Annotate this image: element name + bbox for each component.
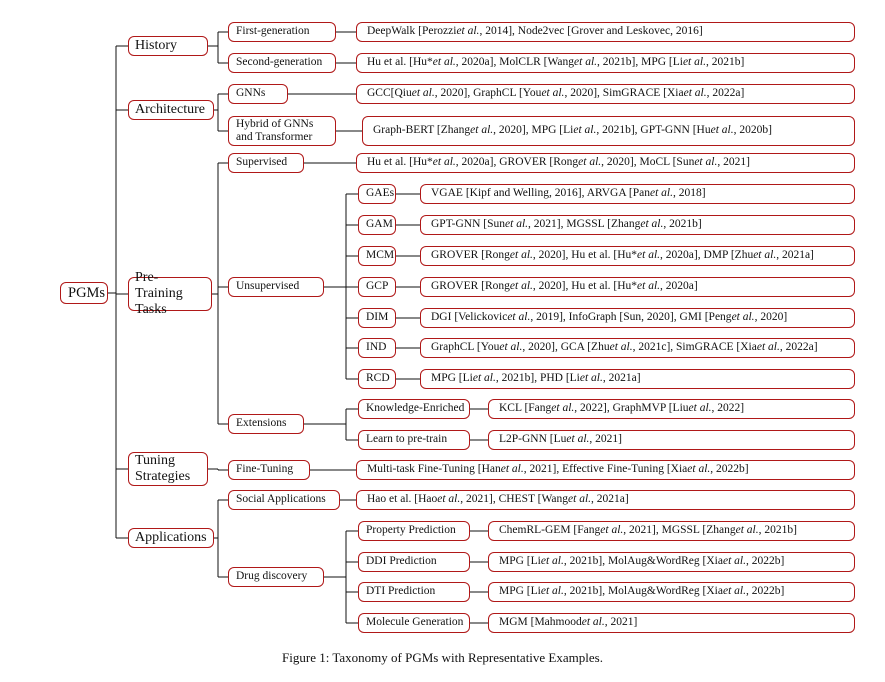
node-gaes: GAEs bbox=[358, 184, 396, 204]
branch-tuning-strategies: Tuning Strategies bbox=[128, 452, 208, 486]
node-gam: GAM bbox=[358, 215, 396, 235]
examples-property-prediction: ChemRL-GEM [Fang et al. , 2021], MGSSL [Zhang et al. , 2021b] bbox=[488, 521, 855, 541]
node-gnns: GNNs bbox=[228, 84, 288, 104]
node-social-applications: Social Applications bbox=[228, 490, 340, 510]
node-extensions: Extensions bbox=[228, 414, 304, 434]
node-first-generation: First-generation bbox=[228, 22, 336, 42]
node-mcm: MCM bbox=[358, 246, 396, 266]
node-second-generation: Second-generation bbox=[228, 53, 336, 73]
examples-rcd: MPG [Li et al. , 2021b], PHD [Li et al. , 2021a] bbox=[420, 369, 855, 389]
node-property-prediction: Property Prediction bbox=[358, 521, 470, 541]
examples-social-applications: Hao et al. [Hao et al. , 2021], CHEST [Wang et al. , 2021a] bbox=[356, 490, 855, 510]
examples-first-generation: DeepWalk [Perozzi et al. , 2014], Node2vec [Grover and Leskovec, 2016] bbox=[356, 22, 855, 42]
node-ddi-prediction: DDI Prediction bbox=[358, 552, 470, 572]
branch-architecture: Architecture bbox=[128, 100, 214, 120]
examples-gam: GPT-GNN [Sun et al. , 2021], MGSSL [Zhang et al. , 2021b] bbox=[420, 215, 855, 235]
examples-mcm: GROVER [Rong et al. , 2020], Hu et al. [Hu* et al. , 2020a], DMP [Zhu et al. , 2021a] bbox=[420, 246, 855, 266]
node-fine-tuning: Fine-Tuning bbox=[228, 460, 310, 480]
node-molecule-generation: Molecule Generation bbox=[358, 613, 470, 633]
examples-second-generation: Hu et al. [Hu* et al. , 2020a], MolCLR [Wang et al. , 2021b], MPG [Li et al. , 2021b] bbox=[356, 53, 855, 73]
examples-gnns: GCC[Qiu et al. , 2020], GraphCL [You et al. , 2020], SimGRACE [Xia et al. , 2022a] bbox=[356, 84, 855, 104]
branch-history: History bbox=[128, 36, 208, 56]
examples-supervised: Hu et al. [Hu* et al. , 2020a], GROVER [Rong et al. , 2020], MoCL [Sun et al. , 2021] bbox=[356, 153, 855, 173]
examples-fine-tuning: Multi-task Fine-Tuning [Han et al. , 2021], Effective Fine-Tuning [Xia et al. , 2022b] bbox=[356, 460, 855, 480]
examples-dti-prediction: MPG [Li et al. , 2021b], MolAug&WordReg [Xia et al. , 2022b] bbox=[488, 582, 855, 602]
examples-hybrid-of-gnns-and-transformer: Graph-BERT [Zhang et al. , 2020], MPG [Li et al. , 2021b], GPT-GNN [Hu et al. , 2020b] bbox=[362, 116, 855, 146]
node-supervised: Supervised bbox=[228, 153, 304, 173]
node-knowledge-enriched: Knowledge-Enriched bbox=[358, 399, 470, 419]
branch-applications: Applications bbox=[128, 528, 214, 548]
examples-gaes: VGAE [Kipf and Welling, 2016], ARVGA [Pan et al. , 2018] bbox=[420, 184, 855, 204]
node-dim: DIM bbox=[358, 308, 396, 328]
examples-molecule-generation: MGM [Mahmood et al. , 2021] bbox=[488, 613, 855, 633]
examples-ind: GraphCL [You et al. , 2020], GCA [Zhu et al. , 2021c], SimGRACE [Xia et al. , 2022a] bbox=[420, 338, 855, 358]
node-dti-prediction: DTI Prediction bbox=[358, 582, 470, 602]
node-ind: IND bbox=[358, 338, 396, 358]
node-rcd: RCD bbox=[358, 369, 396, 389]
node-drug-discovery: Drug discovery bbox=[228, 567, 324, 587]
examples-dim: DGI [Velickovic et al. , 2019], InfoGraph [Sun, 2020], GMI [Peng et al. , 2020] bbox=[420, 308, 855, 328]
figure-caption: Figure 1: Taxonomy of PGMs with Representative Examples. bbox=[282, 650, 603, 665]
root-node-pgms: PGMs bbox=[60, 282, 108, 304]
branch-pre-training-tasks: Pre-Training Tasks bbox=[128, 277, 212, 311]
examples-gcp: GROVER [Rong et al. , 2020], Hu et al. [Hu* et al. , 2020a] bbox=[420, 277, 855, 297]
node-hybrid-of-gnns-and-transformer: Hybrid of GNNs and Transformer bbox=[228, 116, 336, 146]
examples-ddi-prediction: MPG [Li et al. , 2021b], MolAug&WordReg [Xia et al. , 2022b] bbox=[488, 552, 855, 572]
node-learn-to-pre-train: Learn to pre-train bbox=[358, 430, 470, 450]
examples-learn-to-pre-train: L2P-GNN [Lu et al. , 2021] bbox=[488, 430, 855, 450]
node-unsupervised: Unsupervised bbox=[228, 277, 324, 297]
examples-knowledge-enriched: KCL [Fang et al. , 2022], GraphMVP [Liu et al. , 2022] bbox=[488, 399, 855, 419]
node-gcp: GCP bbox=[358, 277, 396, 297]
